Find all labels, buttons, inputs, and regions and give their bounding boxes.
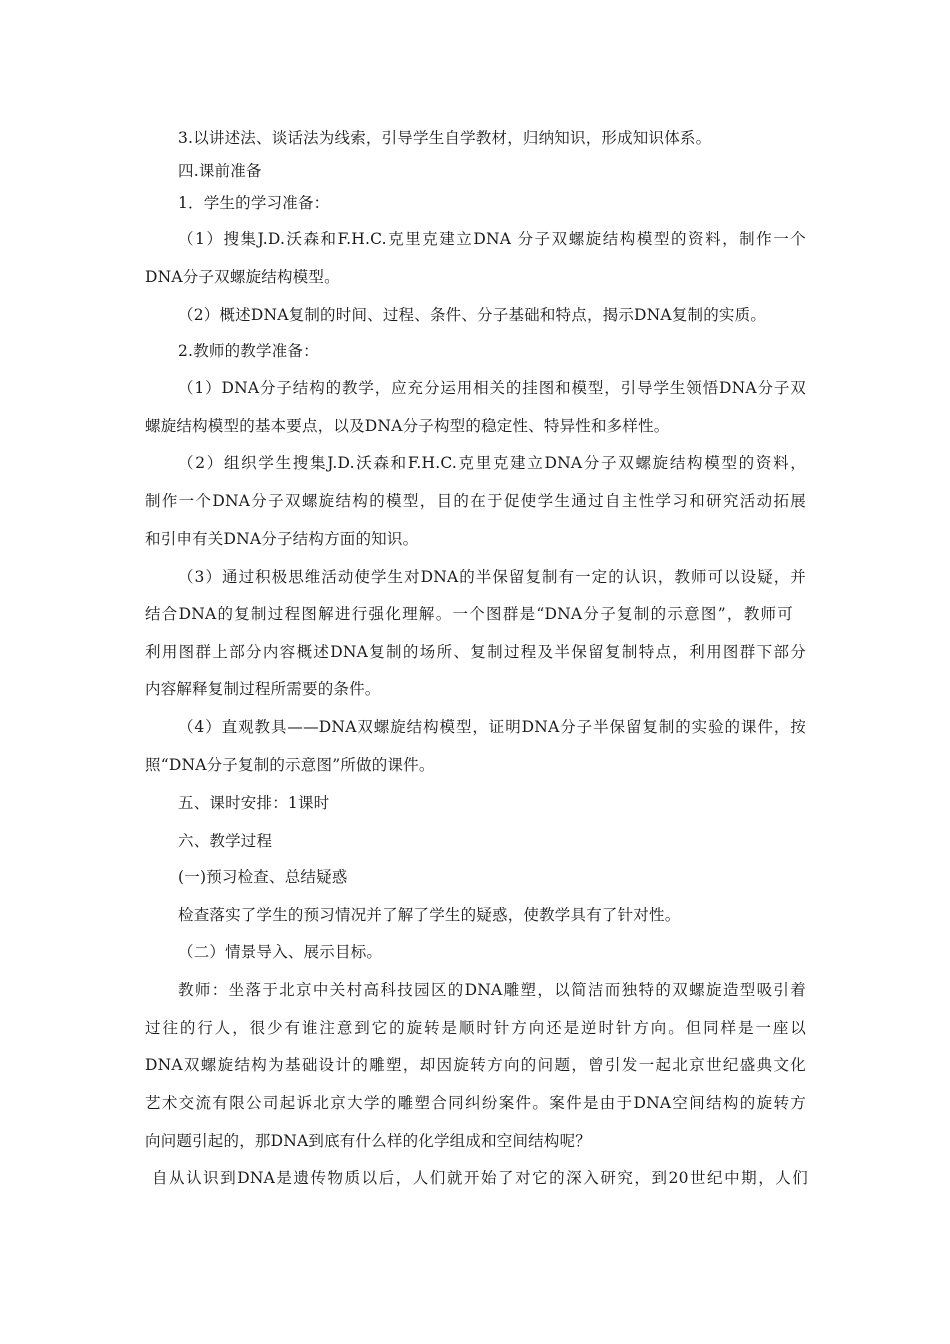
subsection-heading: （二）情景导入、展示目标。 [178,943,383,961]
text-line: 艺术交流有限公司起诉北京大学的雕塑合同纠纷案件。案件是由于DNA空间结构的旋转方 [145,1094,806,1112]
text-line: （4）直观教具——DNA双螺旋结构模型，证明DNA分子半保留复制的实验的课件，按 [178,718,806,736]
text-line: （1）DNA分子结构的教学，应充分运用相关的挂图和模型，引导学生领悟DNA分子双 [178,379,806,397]
text-line: 过往的行人，很少有谁注意到它的旋转是顺时针方向还是逆时针方向。但同样是一座以 [145,1019,806,1037]
text-line: （2）组织学生搜集J.D.沃森和F.H.C.克里克建立DNA分子双螺旋结构模型的资料， [178,454,806,472]
text-line: 和引申有关DNA分子结构方面的知识。 [145,530,419,548]
subsection-heading: (一)预习检查、总结疑惑 [178,868,348,886]
text-line: 利用图群上部分内容概述DNA复制的场所、复制过程及半保留复制特点，利用图群下部分 [145,643,806,661]
subsection-heading: 2.教师的教学准备： [178,342,319,360]
text-line: （3）通过积极思维活动使学生对DNA的半保留复制有一定的认识，教师可以设疑，并 [178,568,806,586]
section-heading: 五、课时安排：1课时 [178,794,330,812]
text-line: DNA双螺旋结构为基础设计的雕塑，却因旋转方向的问题，曾引发一起北京世纪盛典文化 [145,1056,806,1074]
text-line: 自从认识到DNA是遗传物质以后，人们就开始了对它的深入研究，到20世纪中期，人们 [152,1169,808,1187]
text-line: 内容解释复制过程所需要的条件。 [145,680,381,698]
section-heading: 四.课前准备 [178,162,262,180]
text-line: DNA分子双螺旋结构模型。 [145,268,340,286]
text-line: （1）搜集J.D.沃森和F.H.C.克里克建立DNA 分子双螺旋结构模型的资料，制作一个 [178,230,806,248]
text-line: 向问题引起的，那DNA到底有什么样的化学组成和空间结构呢？ [145,1132,591,1150]
text-line: 结合DNA的复制过程图解进行强化理解。一个图群是“DNA分子复制的示意图”，教师可 [145,605,793,623]
text-line: （2）概述DNA复制的时间、过程、条件、分子基础和特点，揭示DNA复制的实质。 [178,306,767,324]
subsection-heading: 1．学生的学习准备： [178,194,330,212]
text-line: 照“DNA分子复制的示意图”所做的课件。 [145,756,435,774]
text-line: 制作一个DNA分子双螺旋结构的模型，目的在于促使学生通过自主性学习和研究活动拓展 [145,492,806,510]
text-line: 螺旋结构模型的基本要点，以及DNA分子构型的稳定性、特异性和多样性。 [145,417,670,435]
text-line: 教师：坐落于北京中关村高科技园区的DNA雕塑，以简洁而独特的双螺旋造型吸引着 [178,981,806,999]
text-line: 检查落实了学生的预习情况并了解了学生的疑惑，使教学具有了针对性。 [178,906,681,924]
section-heading: 六、教学过程 [178,832,273,850]
text-line: 3.以讲述法、谈话法为线索，引导学生自学教材，归纳知识，形成知识体系。 [178,129,712,147]
